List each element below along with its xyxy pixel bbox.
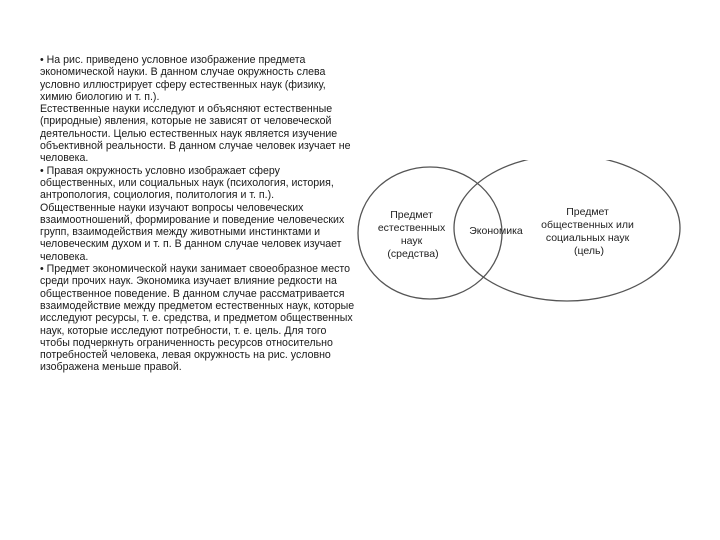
- paragraph-social-sciences: Общественные науки изучают вопросы человеческих взаимоотношений, формирование и поведение человеческих групп, взаимодействия между животными инстинктами и человеческим духом и т. п. В данном случае человек изучает человека.: [40, 201, 345, 263]
- text-block: [40, 54, 358, 374]
- venn-diagram: [350, 160, 720, 320]
- natural-sciences-label: Предмет естественных наук (средства): [377, 209, 446, 260]
- paragraph-natural-intro: • На рис. приведено условное изображение предмета экономической науки. В данном случае окружность слева условно иллюстрирует сферу естественных наук (физику, химию биологию и т. п.).: [40, 54, 326, 103]
- social-sciences-label: Предмет общественных или социальных наук (цель): [541, 206, 634, 257]
- paragraph-social-intro: • Правая окружность условно изображает сферу общественных, или социальных наук (психология, история, антропология, социология, политология и т. п.).: [40, 164, 334, 202]
- economics-label: Экономика: [469, 225, 523, 237]
- paragraph-natural-sciences: Естественные науки исследуют и объясняют естественные (природные) явления, которые не зависят от человеческой деятельности. Целью естественных наук является изучение объективной реальности. В данном случае человек изучает не человека.: [40, 103, 351, 165]
- paragraph-economics: • Предмет экономической науки занимает своеобразное место среди прочих наук. Экономика изучает влияние редкости на общественное поведение. В данном случае рассматривается взаимодействие между предметом естественных наук, которые исследуют ресурсы, т. е. средства, и предметом общественных наук, которые исследуют потребности, т. е. цель. Для того чтобы подчеркнуть ограниченность ресурсов относительно потребностей человека, левая окружность на рис. условно изображена меньше правой.: [40, 263, 355, 374]
